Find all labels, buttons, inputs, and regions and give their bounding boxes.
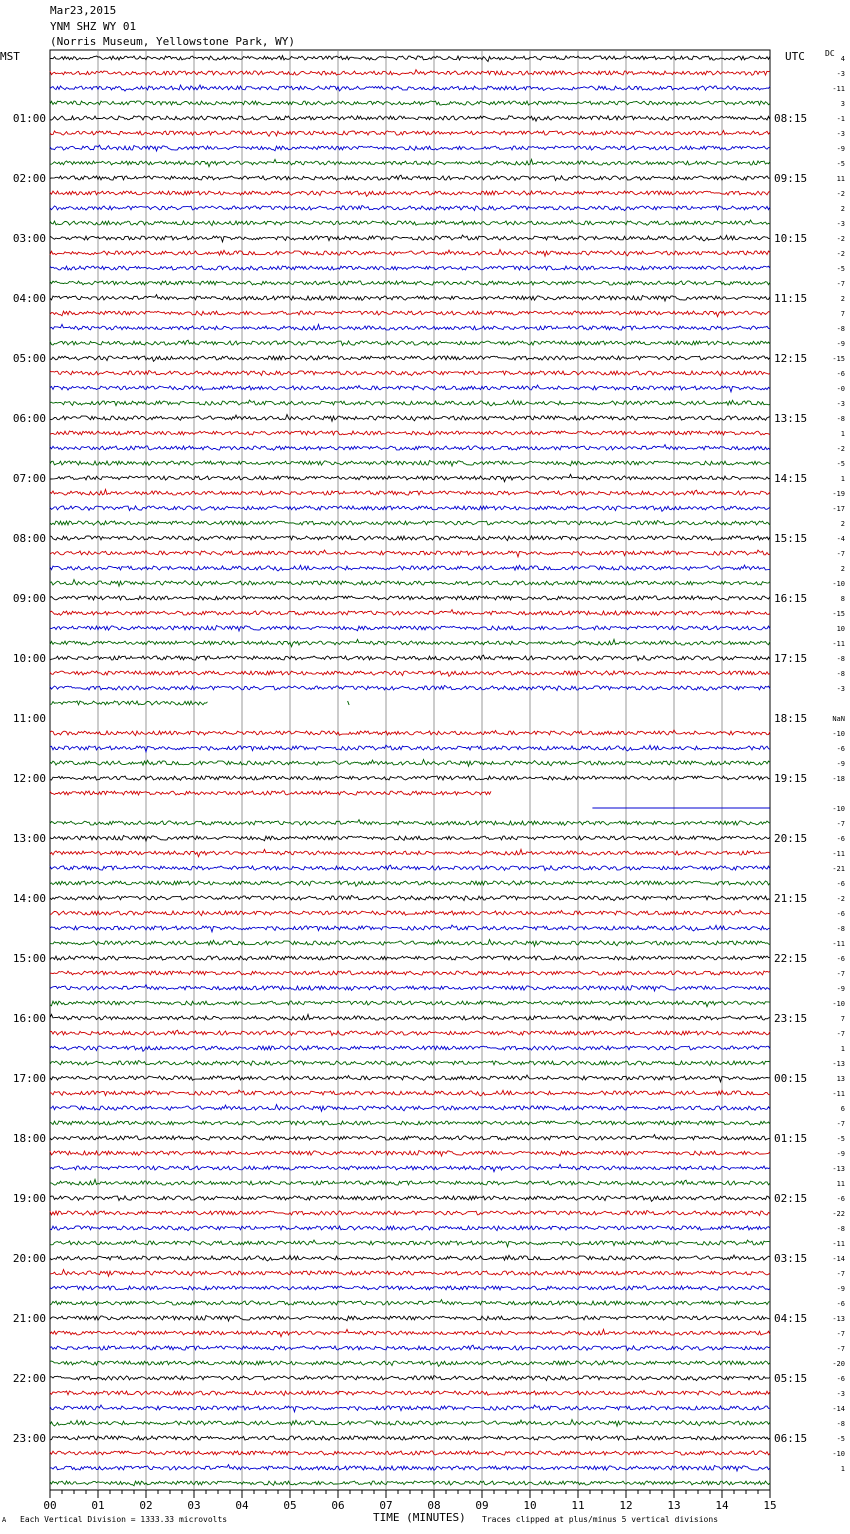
utc-hour-label: 18:15 [774,712,808,725]
mst-hour-label: 18:00 [12,1132,46,1145]
mst-hour-label: 03:00 [12,232,46,245]
dc-offset-label: -15 [832,355,845,363]
mst-hour-label: 01:00 [12,112,46,125]
trace-line [50,1211,770,1216]
trace-line [50,1030,770,1035]
dc-offset-label: 3 [840,100,845,108]
dc-offset-label: -3 [836,685,845,693]
trace-line [50,626,770,632]
dc-offset-label: 2 [840,520,845,528]
dc-offset-label: -9 [836,145,845,153]
mst-hour-label: 12:00 [12,772,46,785]
trace-line [50,881,770,886]
dc-offset-label: 1 [840,475,845,483]
trace-line [50,489,770,495]
trace-line [50,1179,770,1185]
dc-offset-label: -0 [836,385,845,393]
x-tick-label: 02 [139,1499,153,1512]
dc-offset-label: -9 [836,985,845,993]
trace-line [50,1451,770,1455]
utc-hour-label: 01:15 [774,1132,808,1145]
dc-offset-label: -13 [832,1315,845,1323]
dc-offset-label: -6 [836,910,845,918]
dc-offset-label: 7 [840,310,845,318]
mst-hour-label: 10:00 [12,652,46,665]
trace-line [50,1090,770,1096]
trace-line [50,191,770,196]
trace-line [50,1151,770,1157]
dc-offset-label: -6 [836,745,845,753]
trace-line [50,1075,770,1082]
dc-offset-label: -7 [836,550,845,558]
trace-line [50,791,491,795]
trace-line [50,639,770,646]
x-tick-label: 07 [379,1499,393,1512]
utc-hour-label: 03:15 [774,1252,808,1265]
trace-line [50,431,770,435]
dc-offset-label: -4 [836,535,845,543]
x-tick-label: 06 [331,1499,345,1512]
trace-line [50,760,770,767]
x-tick-label: 12 [619,1499,633,1512]
trace-line [50,971,770,975]
trace-line [50,415,770,422]
utc-hour-label: 15:15 [774,532,808,545]
trace-line [50,1376,770,1381]
dc-offset-label: -8 [836,655,845,663]
trace-line [50,580,770,587]
dc-offset-label: -10 [832,580,845,588]
mst-hour-label: 17:00 [12,1072,46,1085]
utc-hour-label: 11:15 [774,292,808,305]
trace-line [50,220,770,226]
trace-line [50,745,770,752]
dc-label: DC [825,49,835,58]
dc-offset-label: -8 [836,1420,845,1428]
utc-hour-label: 22:15 [774,952,808,965]
dc-offset-label: -2 [836,190,845,198]
dc-offset-label: -5 [836,160,845,168]
x-tick-label: 01 [91,1499,105,1512]
dc-offset-label: 2 [840,295,845,303]
trace-line [50,1121,770,1125]
trace-line [50,1420,770,1427]
dc-offset-label: -3 [836,1390,845,1398]
utc-hour-label: 19:15 [774,772,808,785]
trace-line [50,1481,770,1486]
dc-offset-label: -6 [836,370,845,378]
trace-line [50,206,770,211]
trace-line [50,295,770,301]
trace-line [50,116,770,122]
trace-line [50,1164,770,1171]
dc-offset-label: -5 [836,1435,845,1443]
utc-hour-label: 20:15 [774,832,808,845]
trace-line [50,1105,770,1112]
trace-line [50,159,770,166]
trace-line [50,1061,770,1066]
x-axis-label: TIME (MINUTES) [373,1511,466,1524]
utc-hour-label: 21:15 [774,892,808,905]
trace-line [50,56,770,62]
trace-line [50,956,770,960]
utc-hour-label: 09:15 [774,172,808,185]
dc-offset-label: -7 [836,1270,845,1278]
x-tick-label: 04 [235,1499,249,1512]
dc-offset-label: -3 [836,220,845,228]
trace-line [50,1391,770,1396]
x-tick-label: 00 [43,1499,57,1512]
x-tick-label: 11 [571,1499,585,1512]
trace-line [50,445,770,451]
trace-line [50,70,770,76]
dc-offset-label: -2 [836,235,845,243]
trace-line [50,596,770,600]
dc-offset-label: -6 [836,1195,845,1203]
utc-hour-label: 04:15 [774,1312,808,1325]
dc-offset-label: 1 [840,430,845,438]
dc-offset-label: -14 [832,1255,845,1263]
trace-line [50,776,770,780]
trace-line [50,340,770,345]
trace-line [50,1436,770,1440]
trace-line [50,1465,770,1471]
mst-hour-label: 09:00 [12,592,46,605]
dc-offset-label: -10 [832,805,845,813]
mst-hour-label: 23:00 [12,1432,46,1445]
trace-line [50,145,770,151]
trace-line [50,565,770,571]
trace-line [50,266,770,270]
dc-offset-label: -6 [836,955,845,963]
dc-offset-label: -3 [836,400,845,408]
dc-offset-label: -11 [832,640,845,648]
trace-line [50,730,770,736]
mst-hour-label: 21:00 [12,1312,46,1325]
x-tick-label: 09 [475,1499,489,1512]
dc-offset-label: -7 [836,1120,845,1128]
trace-line [50,820,770,826]
dc-offset-label: -9 [836,340,845,348]
dc-offset-label: -6 [836,1375,845,1383]
dc-offset-label: -7 [836,1330,845,1338]
utc-hour-label: 00:15 [774,1072,808,1085]
dc-offset-label: -18 [832,775,845,783]
dc-offset-label: 11 [836,1180,845,1188]
trace-line [50,474,770,481]
dc-offset-label: 8 [840,595,845,603]
x-tick-label: 14 [715,1499,729,1512]
trace-line [50,1196,770,1201]
trace-line [50,1270,770,1277]
trace-line [50,1014,770,1020]
trace-line [50,1135,770,1141]
dc-offset-label: -5 [836,265,845,273]
dc-offset-label: -19 [832,490,845,498]
x-tick-label: 13 [667,1499,681,1512]
mst-hour-label: 22:00 [12,1372,46,1385]
utc-hour-label: 23:15 [774,1012,808,1025]
trace-line [50,1046,770,1051]
trace-line [50,85,770,91]
dc-offset-label: -11 [832,1240,845,1248]
trace-line [50,610,770,616]
dc-offset-label: -8 [836,1225,845,1233]
dc-offset-label: -20 [832,1360,845,1368]
dc-offset-label: -9 [836,1150,845,1158]
trace-line [50,550,770,557]
dc-offset-label: 10 [836,625,845,633]
dc-offset-label: -15 [832,610,845,618]
utc-hour-label: 17:15 [774,652,808,665]
right-axis-title: UTC [785,50,805,63]
dc-offset-label: -11 [832,940,845,948]
dc-offset-label: -2 [836,445,845,453]
dc-offset-label: -2 [836,895,845,903]
dc-offset-label: -7 [836,1345,845,1353]
dc-offset-label: 4 [840,55,845,63]
trace-line [50,235,770,242]
trace-line [50,1226,770,1231]
trace-line [50,311,770,317]
dc-offset-label: -8 [836,670,845,678]
trace-line [50,400,770,406]
mst-hour-label: 13:00 [12,832,46,845]
mst-hour-label: 05:00 [12,352,46,365]
dc-offset-label: -6 [836,880,845,888]
trace-line [50,985,770,991]
left-axis-title: MST [0,50,20,63]
dc-offset-label: -7 [836,1030,845,1038]
trace-line [50,385,770,392]
mst-hour-label: 07:00 [12,472,46,485]
trace-line [50,940,770,947]
mst-hour-label: 14:00 [12,892,46,905]
dc-offset-label: -10 [832,730,845,738]
dc-offset-label: -14 [832,1405,845,1413]
utc-hour-label: 08:15 [774,112,808,125]
trace-line [50,925,770,932]
trace-line [50,1240,770,1247]
dc-offset-label: -7 [836,820,845,828]
dc-offset-label: -22 [832,1210,845,1218]
clip-note: Traces clipped at plus/minus 5 vertical divisions [482,1515,719,1524]
dc-offset-label: -13 [832,1165,845,1173]
corner-mark: A [2,1516,7,1524]
dc-offset-label: -7 [836,970,845,978]
dc-offset-label: -3 [836,70,845,78]
trace-line [50,671,770,676]
trace-line [50,1361,770,1366]
trace-line [50,1345,770,1350]
dc-offset-label: -1 [836,115,845,123]
utc-hour-label: 14:15 [774,472,808,485]
mst-hour-label: 02:00 [12,172,46,185]
dc-offset-label: 11 [836,175,845,183]
dc-offset-label: -10 [832,1000,845,1008]
dc-offset-label: -10 [832,1450,845,1458]
scale-note: Each Vertical Division = 1333.33 microvolts [20,1515,228,1524]
trace-line [50,250,770,257]
dc-offset-label: 2 [840,565,845,573]
dc-offset-label: 6 [840,1105,845,1113]
mst-hour-label: 11:00 [12,712,46,725]
dc-offset-label: 13 [836,1075,845,1083]
dc-offset-label: NaN [832,715,845,723]
trace-line [50,461,770,467]
dc-offset-label: -21 [832,865,845,873]
trace-line [50,701,208,705]
trace-line [50,1255,770,1261]
trace-line [50,101,770,105]
dc-offset-label: -2 [836,250,845,258]
mst-hour-label: 20:00 [12,1252,46,1265]
x-tick-label: 05 [283,1499,297,1512]
trace-line [50,1001,770,1007]
utc-hour-label: 05:15 [774,1372,808,1385]
dc-offset-label: 1 [840,1045,845,1053]
trace-line [50,324,770,330]
trace-line [50,1405,770,1412]
station-code: YNM SHZ WY 01 [50,20,137,33]
trace-line [50,356,770,361]
utc-hour-label: 16:15 [774,592,808,605]
trace-line [50,175,770,180]
dc-offset-label: -8 [836,925,845,933]
trace-line [50,281,770,285]
trace-line [50,536,770,541]
trace-line [50,910,770,916]
dc-offset-label: -3 [836,130,845,138]
dc-offset-label: -5 [836,460,845,468]
mst-hour-label: 04:00 [12,292,46,305]
x-tick-label: 03 [187,1499,201,1512]
dc-offset-label: -9 [836,1285,845,1293]
dc-offset-label: 7 [840,1015,845,1023]
dc-offset-label: 1 [840,1465,845,1473]
dc-offset-label: -13 [832,1060,845,1068]
mst-hour-label: 16:00 [12,1012,46,1025]
dc-offset-label: 2 [840,205,845,213]
mst-hour-label: 19:00 [12,1192,46,1205]
station-location: (Norris Museum, Yellowstone Park, WY) [50,35,296,48]
dc-offset-label: -9 [836,760,845,768]
utc-hour-label: 13:15 [774,412,808,425]
x-tick-label: 10 [523,1499,537,1512]
trace-line [50,865,770,870]
trace-line [50,521,770,526]
mst-hour-label: 15:00 [12,952,46,965]
dc-offset-label: -6 [836,1300,845,1308]
trace-line [50,1329,770,1336]
dc-offset-label: -11 [832,1090,845,1098]
dc-offset-label: -8 [836,325,845,333]
trace-line [50,1316,770,1322]
dc-offset-label: -11 [832,85,845,93]
trace-line [50,1286,770,1290]
x-tick-label: 15 [763,1499,777,1512]
utc-hour-label: 10:15 [774,232,808,245]
trace-line [50,371,770,376]
trace-line [50,896,770,901]
trace-blip [348,701,350,705]
utc-hour-label: 12:15 [774,352,808,365]
mst-hour-label: 06:00 [12,412,46,425]
utc-hour-label: 06:15 [774,1432,808,1445]
dc-offset-label: -5 [836,1135,845,1143]
dc-offset-label: -17 [832,505,845,513]
dc-offset-label: -8 [836,415,845,423]
trace-line [50,686,770,691]
trace-line [50,1300,770,1306]
mst-hour-label: 08:00 [12,532,46,545]
plot-date: Mar23,2015 [50,4,117,17]
trace-line [50,131,770,137]
trace-line [50,655,770,660]
x-tick-label: 08 [427,1499,441,1512]
trace-line [50,836,770,842]
dc-offset-label: -6 [836,835,845,843]
dc-offset-label: -11 [832,850,845,858]
utc-hour-label: 02:15 [774,1192,808,1205]
trace-line [50,849,770,856]
trace-line [50,506,770,511]
dc-offset-label: -7 [836,280,845,288]
